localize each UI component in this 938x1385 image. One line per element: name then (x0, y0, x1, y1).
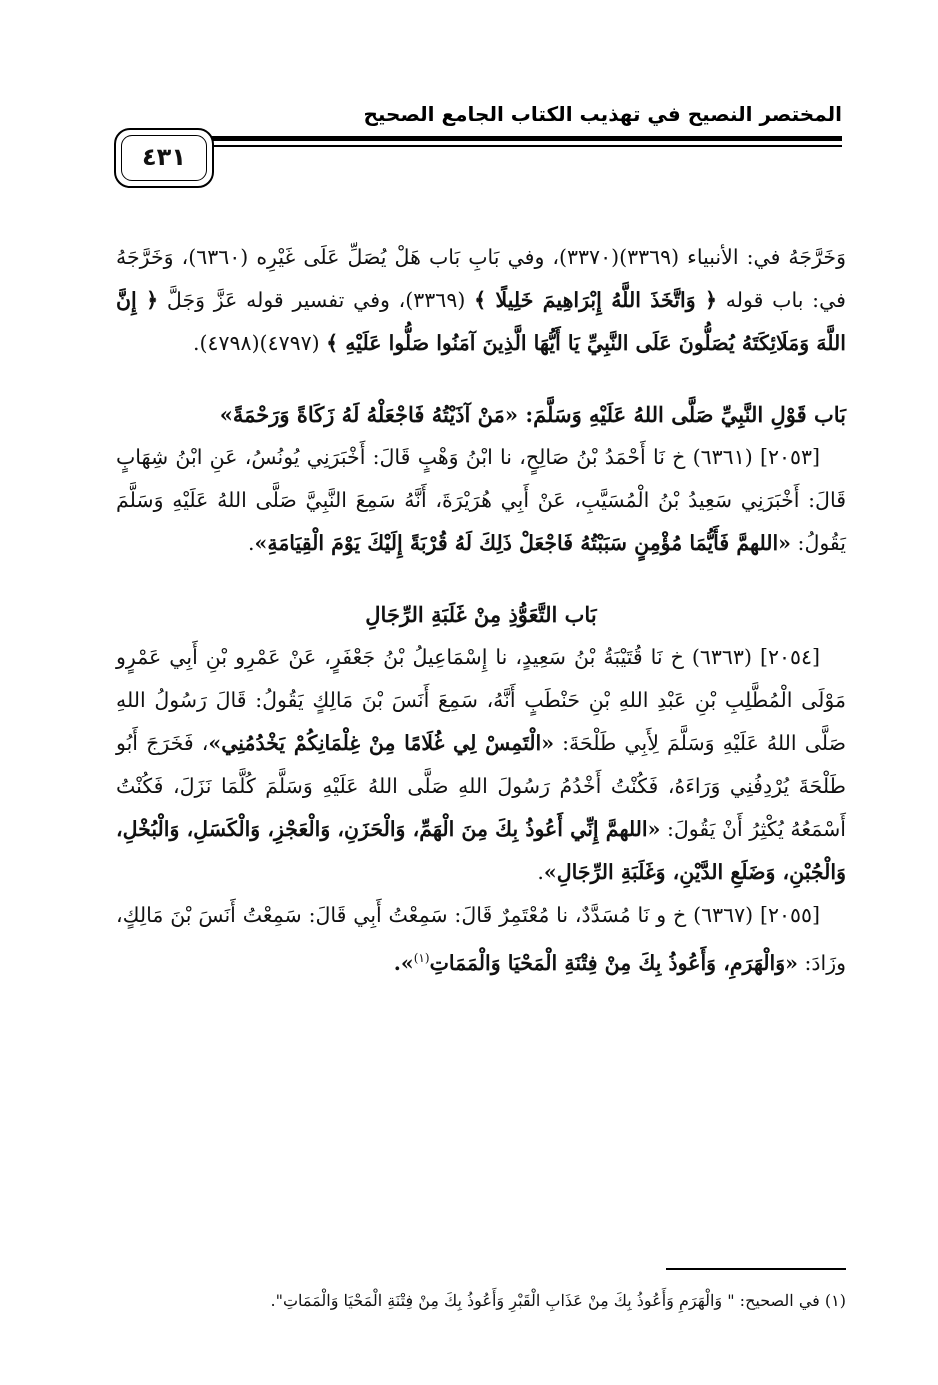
spacer (116, 365, 846, 393)
quran-verse-1: ﴿ وَاتَّخَذَ اللَّهُ إِبْرَاهِيمَ خَلِيلًا ﴾ (474, 288, 717, 312)
hadith-2055-quote: «وَالْهَرَمِ، وَأَعُوذُ بِكَ مِنْ فِتْنَةِ الْمَحْيَا وَالْمَمَاتِ (429, 950, 798, 975)
main-text (116, 236, 846, 985)
hadith-2054-narration: ، فَخَرَجَ أَبُو طَلْحَةَ يُرْدِفُنِي وَرَاءَهُ، فَكُنْتُ أَخْدُمُ رَسُولَ اللهِ صَلَّى اللهُ عَلَيْهِ وَسَلَّمَ كُلَّمَا نَزَلَ، فَكُنْتُ أَسْمَعُهُ يُكْثِرُ أَنْ يَقُولَ: (116, 731, 846, 841)
footnote-marker: (١) (413, 951, 430, 965)
intro-text-2: (٣٣٦٩)، وفي تفسير قوله عَزَّ وَجَلَّ (166, 288, 466, 312)
hadith-2054-isnad: [٢٠٥٤] (٦٣٦٣) خ نَا قُتَيْبَةُ بْنُ سَعِيدٍ، نا إِسْمَاعِيلُ بْنُ جَعْفَرٍ، عَنْ عَمْرِو بْنِ أَبِي عَمْرٍو مَوْلَى الْمُطَّلِبِ بْنِ عَبْدِ اللهِ بْنِ حَنْطَبٍ أَنَّهُ، سَمِعَ أَنَسَ بْنَ مَالِكٍ يَقُولُ: قَالَ رَسُولُ اللهِ صَلَّى اللهُ عَلَيْهِ وَسَلَّمَ لِأَبِي طَلْحَةَ: (116, 645, 846, 755)
spacer (116, 565, 846, 593)
hadith-2055 (116, 894, 846, 985)
hadith-2053-isnad: [٢٠٥٣] (٦٣٦١) خ نَا أَحْمَدُ بْنُ صَالِحٍ، نا ابْنُ وَهْبٍ قَالَ: أَخْبَرَنِي يُونُسُ، عَنِ ابْنُ شِهَابٍ قَالَ: أَخْبَرَنِي سَعِيدُ بْنُ الْمُسَيَّبِ، عَنْ أَبِي هُرَيْرَةَ، أَنَّهُ سَمِعَ النَّبِيَّ صَلَّى اللهُ عَلَيْهِ وَسَلَّمَ يَقُولُ: (116, 445, 846, 555)
hadith-2053-matn: «اللهمَّ فَأَيُّمَا مُؤْمِنٍ سَبَبْتُهُ فَاجْعَلْ ذَلِكَ لَهُ قُرْبَةً إِلَيْكَ يَوْمَ الْقِيَامَةِ» (254, 531, 791, 555)
footnote-rule (666, 1268, 846, 1270)
hadith-2055-end: ». (393, 950, 414, 975)
intro-text-1: وَخَرَّجَهُ في: الأنبياء (٣٣٦٩)(٣٣٧٠)، وفي بَابِ بَاب هَلْ يُصَلِّ عَلَى غَيْرِه (٦٣٦٠)، وَخَرَّجَهُ في: باب قوله (116, 245, 846, 312)
quran-verse-2: ﴿ إِنَّ اللَّهَ وَمَلَائِكَتَهُ يُصَلُّونَ عَلَى النَّبِيِّ يَا أَيُّهَا الَّذِينَ آمَنُوا صَلُّوا عَلَيْهِ ﴾ (116, 288, 846, 355)
intro-paragraph (116, 236, 846, 365)
hadith-2055-isnad: [٢٠٥٥] (٦٣٦٧) خ و نَا مُسَدَّدٌ، نا مُعْتَمِرٌ قَالَ: سَمِعْتُ أَبِي قَالَ: سَمِعْتُ أَنَسَ بْنَ مَالِكٍ، وزَادَ: (116, 903, 846, 975)
running-title: المختصر النصيح في تهذيب الكتاب الجامع الصحيح (363, 102, 842, 126)
hadith-2053 (116, 436, 846, 565)
chapter-title-1: بَاب قَوْلِ النَّبِيِّ صَلَّى اللهُ عَلَيْهِ وَسَلَّمَ: «مَنْ آذَيْتُهُ فَاجْعَلْهُ لَهُ زَكَاةً وَرَحْمَةً» (219, 402, 846, 427)
hadith-2054-quote-b: «اللهمَّ إِنِّي أَعُوذُ بِكَ مِنَ الْهَمِّ، وَالْحَزَنِ، وَالْعَجْزِ، وَالْكَسَلِ، وَالْبُخْلِ، وَالْجُبْنِ، وَضَلَعِ الدَّيْنِ، وَغَلَبَةِ الرِّجَالِ» (116, 817, 846, 884)
header-rule-thin (200, 145, 842, 147)
hadith-2054-end: . (537, 860, 544, 884)
chapter-title-2: بَاب التَّعَوُّذِ مِنْ غَلَبَةِ الرِّجَالِ (365, 602, 597, 627)
header-rule-thick (200, 136, 842, 141)
page-number: ٤٣١ (142, 143, 186, 171)
intro-text-3: (٤٧٩٧)(٤٧٩٨). (193, 331, 320, 355)
footnote: (١) في الصحيح: " وَالْهَرَمِ وَأَعُوذُ بِكَ مِنْ عَذَابِ الْقَبْرِ وَأَعُوذُ بِكَ مِنْ فِتْنَةِ الْمَحْيَا وَالْمَمَاتِ". (270, 1291, 846, 1310)
hadith-2054 (116, 636, 846, 894)
page-number-frame (114, 128, 214, 188)
hadith-2053-end: . (247, 531, 255, 555)
hadith-2054-quote-a: «الْتَمِسْ لِي غُلَامًا مِنْ غِلْمَانِكُمْ يَخْدُمُنِي» (208, 731, 555, 755)
